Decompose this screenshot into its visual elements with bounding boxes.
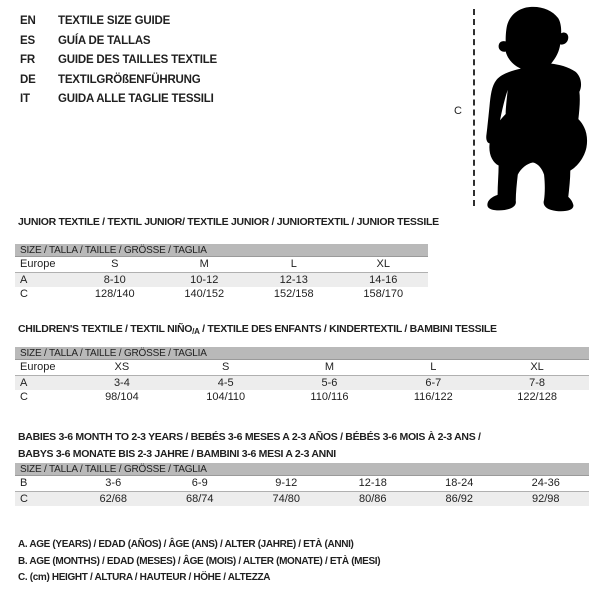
table-cell: 62/68 — [99, 493, 128, 505]
language-code: ES — [20, 34, 35, 47]
table-cell: 18-24 — [445, 477, 474, 489]
table-cell: 116/122 — [413, 391, 453, 403]
table-cell: XL — [530, 361, 544, 373]
table-cell: L — [290, 258, 297, 270]
table-cell: 24-36 — [531, 477, 560, 489]
row-label: A — [20, 377, 28, 389]
table-row-a — [15, 272, 428, 287]
table-cell: M — [324, 361, 335, 373]
row-label: C — [20, 288, 28, 300]
table-cell: 9-12 — [275, 477, 298, 489]
language-row-en — [20, 12, 217, 32]
children-heading-subscript: /A — [192, 327, 200, 336]
junior-table-heading: JUNIOR TEXTILE / TEXTIL JUNIOR/ TEXTILE JUNIOR / JUNIORTEXTIL / JUNIOR TESSILE — [18, 216, 439, 228]
height-label: C — [454, 105, 462, 117]
table-row-c — [15, 390, 589, 405]
table-cell: 10-12 — [190, 274, 219, 286]
row-label: C — [20, 493, 28, 505]
table-cell: 68/74 — [185, 493, 214, 505]
legend-footnotes — [18, 537, 380, 587]
table-cell: M — [199, 258, 209, 270]
table-cell: 122/128 — [517, 391, 557, 403]
row-label: Europe — [20, 361, 56, 373]
table-cell: XL — [376, 258, 390, 270]
row-label: B — [20, 477, 28, 489]
table-cell: 3-4 — [113, 377, 130, 389]
babies-heading-line-1: BABIES 3-6 MONTH TO 2-3 YEARS / BEBÉS 3-6 MESES A 2-3 AÑOS / BÉBÉS 3-6 MOIS À 2-3 ANS / — [18, 431, 481, 443]
table-cell: 80/86 — [358, 493, 387, 505]
table-row-c — [15, 287, 428, 302]
language-title: GUIDA ALLE TAGLIE TESSILI — [58, 93, 214, 105]
table-cell: 140/152 — [184, 288, 225, 300]
table-cell: 6-7 — [425, 377, 442, 389]
toddler-silhouette-path — [486, 7, 587, 211]
babies-table-heading — [18, 429, 578, 463]
children-size-table — [15, 347, 589, 405]
table-cell: 14-16 — [369, 274, 398, 286]
table-row-europe — [15, 360, 589, 375]
table-cell: 98/104 — [105, 391, 139, 403]
size-header-bar: SIZE / TALLA / TAILLE / GRÖSSE / TAGLIA — [15, 244, 428, 257]
row-label: A — [20, 274, 28, 286]
legend-line-3: C. (cm) HEIGHT / ALTURA / HAUTEUR / HÖHE / ALTEZZA — [18, 572, 271, 583]
table-cell: S — [222, 361, 230, 373]
height-measure-dashed-line — [473, 9, 475, 206]
children-table-heading — [18, 323, 497, 338]
language-title: TEXTILE SIZE GUIDE — [58, 15, 171, 27]
table-cell: S — [111, 258, 119, 270]
language-code: FR — [20, 54, 35, 66]
toddler-silhouette-icon — [483, 5, 595, 212]
language-title: GUIDE DES TAILLES TEXTILE — [58, 54, 217, 66]
table-cell: 5-6 — [321, 377, 338, 389]
language-row-fr — [20, 51, 217, 71]
language-code: EN — [20, 15, 36, 27]
table-cell: 8-10 — [103, 274, 126, 286]
babies-size-table — [15, 463, 589, 506]
table-row-a — [15, 375, 589, 390]
language-code: IT — [20, 93, 30, 105]
table-cell: 12-13 — [279, 274, 308, 286]
table-cell: 110/116 — [310, 391, 349, 403]
language-code: DE — [20, 73, 36, 86]
table-row-europe — [15, 257, 428, 272]
children-heading-pre: CHILDREN'S TEXTILE / TEXTIL NIÑO — [18, 323, 193, 335]
table-cell: 92/98 — [531, 493, 560, 505]
language-title: TEXTILGRÖßENFÜHRUNG — [58, 73, 201, 86]
babies-heading-line-2: BABYS 3-6 MONATE BIS 2-3 JAHRE / BAMBINI 3-6 MESI A 2-3 ANNI — [18, 448, 336, 460]
table-cell: L — [430, 361, 437, 373]
size-header-bar: SIZE / TALLA / TAILLE / GRÖSSE / TAGLIA — [15, 347, 589, 360]
table-cell: 4-5 — [217, 377, 234, 389]
legend-line-1: A. AGE (YEARS) / EDAD (AÑOS) / ÂGE (ANS) / ALTER (JAHRE) / ETÀ (ANNI) — [18, 539, 354, 550]
table-row-c — [15, 491, 589, 506]
table-cell: 158/170 — [363, 288, 404, 300]
junior-size-table — [15, 244, 428, 302]
language-title-list — [20, 12, 217, 110]
table-cell: 86/92 — [445, 493, 474, 505]
legend-line-2: B. AGE (MONTHS) / EDAD (MESES) / ÂGE (MOIS) / ALTER (MONATE) / ETÀ (MESI) — [18, 555, 381, 567]
table-cell: 152/158 — [273, 288, 314, 300]
row-label: Europe — [20, 258, 56, 270]
table-row-b — [15, 476, 589, 491]
language-row-it — [20, 90, 217, 110]
table-cell: 74/80 — [272, 493, 301, 505]
table-cell: 104/110 — [206, 391, 246, 403]
table-cell: 7-8 — [529, 377, 546, 389]
row-label: C — [20, 391, 28, 403]
children-heading-post: / TEXTILE DES ENFANTS / KINDERTEXTIL / BAMBINI TESSILE — [199, 323, 497, 335]
language-row-es — [20, 32, 217, 52]
size-header-bar: SIZE / TALLA / TAILLE / GRÖSSE / TAGLIA — [15, 463, 589, 476]
table-cell: 6-9 — [191, 477, 208, 489]
table-cell: 12-18 — [358, 477, 387, 489]
table-cell: XS — [114, 361, 130, 373]
table-cell: 3-6 — [105, 477, 122, 489]
table-cell: 128/140 — [94, 288, 135, 300]
language-title: GUÍA DE TALLAS — [58, 34, 151, 47]
language-row-de — [20, 71, 217, 91]
